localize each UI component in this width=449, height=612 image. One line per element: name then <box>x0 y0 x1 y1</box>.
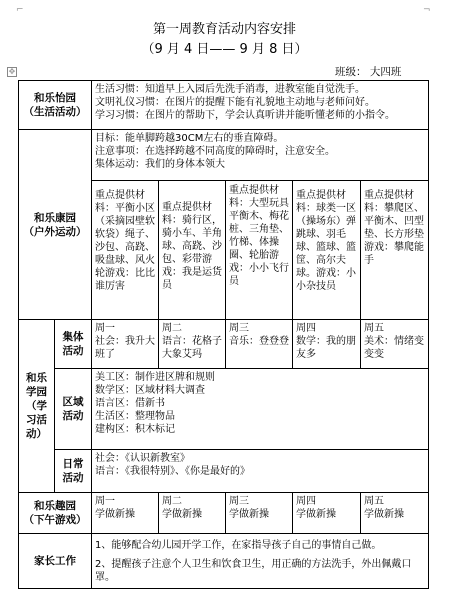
corner-mark-top-right: ¬ <box>423 5 431 15</box>
row-huanle-kangyuan-goals <box>19 130 429 181</box>
cell-huanle-yiyuan-content <box>92 81 429 130</box>
cell-huanle-kangyuan-goals <box>92 130 429 181</box>
cell-quyuan-mon: 周一 学做新操 <box>92 493 159 534</box>
label-richang-huodong: 日常 活动 <box>55 450 92 493</box>
row-jiti-huodong <box>19 320 429 369</box>
row-jiazhang-gongzuo <box>19 534 429 589</box>
text-line: 2、提醒孩子注意个人卫生和饮食卫生，用正确的方法洗手，外出佩戴口罩。 <box>95 559 412 583</box>
cell-jiti-tue: 周二 语言：花格子大象艾玛 <box>159 320 226 369</box>
text-line: 语言区：借新书 <box>95 398 165 409</box>
text-line: 1、能够配合幼儿园开学工作，在家指导孩子自己的事情自己做。 <box>95 540 382 551</box>
row-quyu-huodong <box>19 369 429 450</box>
page-title: 第一周教育活动内容安排 <box>152 22 296 37</box>
label-huanle-kangyuan: 和乐康园 （户外运动） <box>19 130 92 320</box>
text-line: 集体运动：我们的身体本领大 <box>95 159 225 170</box>
cell-jiti-fri: 周五 美术：情绪变变变 <box>361 320 429 369</box>
cell-kangyuan-materials-2: 重点提供材料：骑行区，骑小车、羊角球、高跷、沙包、彩带游戏：我是运货员 <box>159 181 226 320</box>
text-line: 社会：《认识新教室》 <box>95 453 190 464</box>
cell-quyuan-wed: 周三 学做新操 <box>226 493 293 534</box>
row-richang-huodong <box>19 450 429 493</box>
cell-kangyuan-materials-1: 重点提供材料：平衡小区（采摘园壁软软袋）绳子、沙包、高跷、吸盘球、风火轮游戏：比比谁厉害 <box>92 181 159 320</box>
cell-jiti-mon: 周一 社会：我升大班了 <box>92 320 159 369</box>
class-name: 班级： 大四班 <box>335 66 402 78</box>
label-huanle-quyuan: 和乐趣园 （下午游戏） <box>19 493 92 534</box>
row-huanle-yiyuan <box>19 81 429 130</box>
text-line: 建构区：积木标记 <box>95 424 175 435</box>
cell-kangyuan-materials-4: 重点提供材料：球类一区（操场东）弹跳球、羽毛球、篮球、篮筐、高尔夫球。游戏：小小杂技员 <box>293 181 361 320</box>
text-line: 注意事项：在选择跨越不同高度的障碍时，注意安全。 <box>95 146 335 157</box>
cell-kangyuan-materials-3: 重点提供材料：大型玩具平衡木、梅花桩、三角垫、竹梯、体操圈、轮胎游戏：小小飞行员 <box>226 181 293 320</box>
text-line: 数学区：区域材料大调查 <box>95 385 205 396</box>
page-subtitle: （9 月 4 日—— 9 月 8 日） <box>141 42 308 57</box>
table-move-handle-icon[interactable]: ✥ <box>8 67 16 76</box>
label-jiti-huodong: 集体 活动 <box>55 320 92 369</box>
text-line: 目标：能单脚跨越30CM左右的垂直障碍。 <box>95 133 284 144</box>
corner-mark-top-left: ⌐ <box>16 5 24 15</box>
cell-quyu-content <box>92 369 429 450</box>
cell-quyuan-fri: 周五 学做新操 <box>361 493 429 534</box>
text-line: 美工区：制作进区牌和规则 <box>95 372 215 383</box>
label-huanle-yiyuan: 和乐怡园 （生活活动） <box>19 81 92 130</box>
cell-jiti-wed: 周三 音乐：登登登 <box>226 320 293 369</box>
cell-jiti-thu: 周四 数学：我的朋友多 <box>293 320 361 369</box>
text-line: 生活区：整理物品 <box>95 411 175 422</box>
text-line: 文明礼仪习惯：在图片的提醒下能有礼貌地主动地与老师问好。 <box>95 97 375 108</box>
cell-quyuan-thu: 周四 学做新操 <box>293 493 361 534</box>
schedule-table <box>18 80 429 589</box>
text-line: 语言：《我很特别》、《你是最好的》 <box>95 466 250 477</box>
cell-jiazhang-content <box>92 534 429 589</box>
label-quyu-huodong: 区域 活动 <box>55 369 92 450</box>
text-line: 生活习惯：知道早上入园后先洗手消毒，进教室能自觉洗手。 <box>95 84 365 95</box>
text-line: 学习习惯：在图片的帮助下，学会认真听讲并能听懂老师的小指令。 <box>95 110 395 121</box>
label-jiazhang-gongzuo: 家长工作 <box>19 534 92 589</box>
cell-richang-content <box>92 450 429 493</box>
label-huanle-xueyuan: 和乐 学园 （学 习活 动） <box>19 320 55 493</box>
row-huanle-quyuan <box>19 493 429 534</box>
cell-quyuan-tue: 周二 学做新操 <box>159 493 226 534</box>
cell-kangyuan-materials-5: 重点提供材料：攀爬区、平衡木、凹型垫、长方形垫游戏：攀爬能手 <box>361 181 429 320</box>
